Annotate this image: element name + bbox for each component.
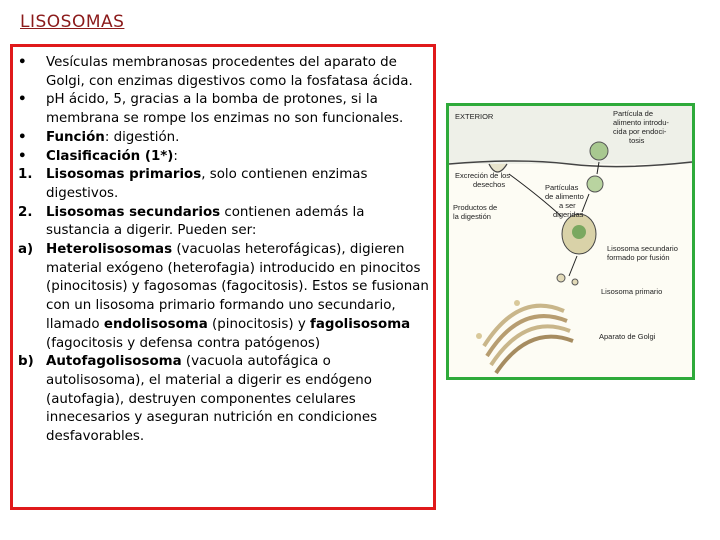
food-particle [590, 142, 608, 160]
list-marker: • [18, 148, 27, 164]
item-text: : digestión. [104, 129, 180, 145]
list-item [18, 54, 430, 91]
label-particles: Partículas [545, 183, 579, 192]
bold-term: Clasificación (1*) [46, 148, 174, 164]
label-excretion: Excreción de los [455, 171, 511, 180]
list-marker: a) [18, 242, 34, 258]
bold-term: Autofagolisosoma [46, 354, 182, 370]
list-item [18, 204, 430, 241]
bold-term: endolisosoma [103, 316, 208, 332]
item-text: Vesículas membranosas procedentes del aparato de Golgi, con enzimas digestivos como la fosfatasa ácida. [46, 55, 413, 89]
item-text: contienen además la sustancia a digerir. Pueden ser: [46, 204, 365, 239]
bold-term: fagolisosoma [310, 316, 411, 332]
lysosome-diagram [446, 103, 695, 380]
lysosome-list [18, 54, 430, 447]
item-text: : [173, 148, 178, 164]
lysosome-content [572, 225, 586, 239]
label-particle: alimento introdu- [613, 118, 669, 127]
item-text: , solo contienen enzimas digestivos. [46, 167, 368, 201]
list-marker: • [18, 92, 27, 108]
bold-term: Heterolisosomas [46, 242, 173, 258]
label-products: la digestión [453, 212, 491, 221]
arrow [569, 256, 577, 276]
page-title: LISOSOMAS [20, 12, 125, 32]
list-item [18, 353, 430, 447]
item-text: (pinocitosis) y [207, 316, 311, 332]
bold-term: Lisosomas secundarios [46, 204, 221, 220]
golgi-vesicle [514, 300, 520, 306]
item-text: (fagocitosis y defensa contra patógenos) [46, 335, 321, 351]
phagosome [587, 176, 603, 192]
list-marker: 2. [18, 204, 33, 220]
list-marker: b) [18, 354, 34, 370]
label-particles: a ser [559, 201, 576, 210]
item-text: (vacuolas heterofágicas), digieren material exógeno (heterofagia) introducido en pinocitos (pinocitosis) y fagosomas (fagocitosis). Estos se fusionan con un lisosoma primario formando uno secundario, llamado [46, 242, 429, 332]
diagram-svg [449, 106, 692, 377]
item-text: pH ácido, 5, gracias a la bomba de protones, si la membrana se rompe los enzimas no son funcionales. [46, 92, 404, 127]
label-secondary-lysosome: formado por fusión [607, 253, 670, 262]
list-item [18, 148, 430, 167]
list-item [18, 91, 430, 128]
label-primary-lysosome: Lisosoma primario [601, 287, 663, 296]
primary-lysosome [557, 274, 565, 282]
label-particle: Partícula de [613, 109, 654, 118]
label-particles: digeridas [553, 210, 584, 219]
label-exterior: EXTERIOR [455, 112, 494, 121]
list-marker: 1. [18, 167, 33, 183]
bold-term: Lisosomas primarios [46, 167, 202, 183]
label-particle: cida por endoci- [613, 127, 667, 136]
label-particles: de alimento [545, 192, 584, 201]
list-item [18, 241, 430, 353]
list-item [18, 166, 430, 203]
label-secondary-lysosome: Lisosoma secundario [607, 244, 678, 253]
label-golgi: Aparato de Golgi [599, 332, 656, 341]
bold-term: Función [46, 129, 105, 145]
primary-lysosome [572, 279, 578, 285]
label-products: Productos de [453, 203, 498, 212]
label-excretion: desechos [473, 180, 506, 189]
label-particle: tosis [629, 136, 645, 145]
list-marker: • [18, 55, 27, 70]
list-item [18, 129, 430, 148]
golgi-vesicle [476, 333, 482, 339]
list-marker: • [18, 129, 27, 145]
item-text: (vacuola autofágica o autolisosoma), el material a digerir es endógeno (autofagia), destruyen componentes celulares innecesarios y aseguran nutrición en condiciones desfavorables. [46, 354, 378, 445]
golgi-apparatus [484, 306, 573, 373]
